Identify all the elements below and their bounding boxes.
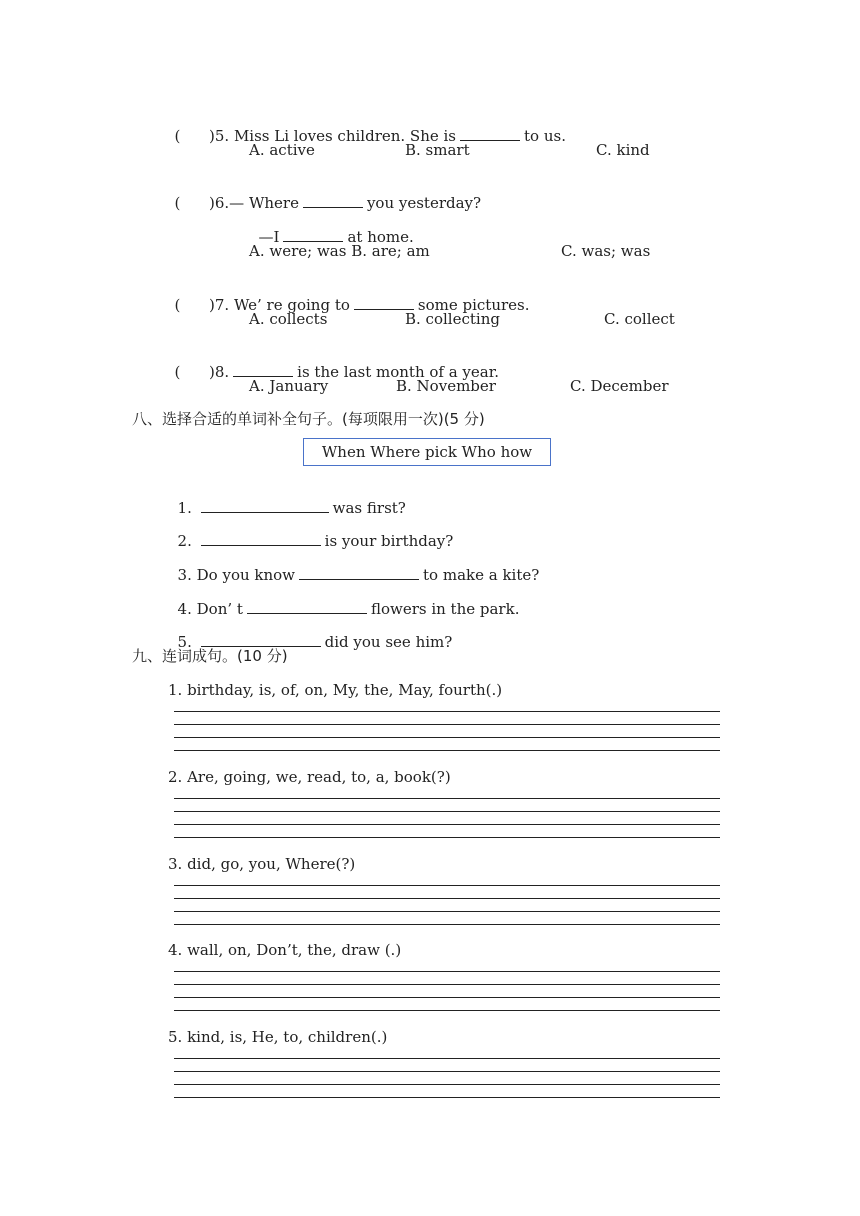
item-text: is your birthday? [324,532,454,550]
answer-blank[interactable] [201,632,321,647]
option-b: B. collecting [405,310,500,328]
writing-lines[interactable] [174,798,720,850]
item-text-pre: Don’ t [196,600,243,618]
answer-blank[interactable] [354,295,414,310]
item-text: flowers in the park. [370,600,520,618]
item-number: 4. [177,600,192,618]
word-bank-box: When Where pick Who how [303,438,551,466]
option-c: C. kind [596,141,650,159]
item-text-pre: Do you know [196,566,296,584]
item-number: 5. [177,633,192,651]
option-b: B. smart [405,141,470,159]
answer-blank[interactable] [283,227,343,242]
answer-blank[interactable] [303,193,363,208]
item-number: 3. [177,566,192,584]
mc-question-5 [165,106,566,146]
question-stem-end: you yesterday? [366,194,482,212]
item-number: 2. [177,532,192,550]
answer-blank[interactable] [233,362,293,377]
question-stem-end: is the last month of a year. [297,363,500,381]
question-stem: 7. We’ re going to [214,296,350,314]
reorder-item-2: 2. Are, going, we, read, to, a, book(?) [168,768,451,786]
question-stem: 5. Miss Li loves children. She is [214,127,457,145]
writing-lines[interactable] [174,885,720,937]
option-a: A. active [249,141,315,159]
answer-blank[interactable] [201,531,321,546]
reply-stem: —I [258,228,280,246]
answer-blank[interactable] [299,565,419,580]
reorder-item-5: 5. kind, is, He, to, children(.) [168,1028,388,1046]
option-a-b: A. were; was B. are; am [249,242,430,260]
section-9-heading: 九、连词成句。(10 分) [132,647,288,665]
item-text: to make a kite? [423,566,540,584]
question-stem: 6.— Where [214,194,299,212]
question-stem-end: some pictures. [417,296,530,314]
reorder-item-1: 1. birthday, is, of, on, My, the, May, fourth(.) [168,681,503,699]
answer-parentheses: ( ) [174,296,215,314]
reorder-item-3: 3. did, go, you, Where(?) [168,855,356,873]
item-text: was first? [332,499,406,517]
option-a: A. collects [249,310,328,328]
writing-lines[interactable] [174,1058,720,1110]
writing-lines[interactable] [174,971,720,1023]
option-a: A. January [249,377,329,395]
answer-blank[interactable] [460,126,520,141]
option-c: C. December [570,377,669,395]
answer-parentheses: ( ) [174,127,215,145]
answer-parentheses: ( ) [174,194,215,212]
option-c: C. was; was [561,242,651,260]
option-b: B. November [396,377,496,395]
question-stem: 8. [214,363,230,381]
reply-stem-end: at home. [347,228,414,246]
answer-parentheses: ( ) [174,363,215,381]
reorder-item-4: 4. wall, on, Don’t, the, draw (.) [168,941,402,959]
section-8-heading: 八、选择合适的单词补全句子。(每项限用一次)(5 分) [132,410,485,428]
question-stem-end: to us. [524,127,566,145]
option-c: C. collect [604,310,675,328]
item-text: did you see him? [324,633,453,651]
writing-lines[interactable] [174,711,720,763]
item-number: 1. [177,499,192,517]
